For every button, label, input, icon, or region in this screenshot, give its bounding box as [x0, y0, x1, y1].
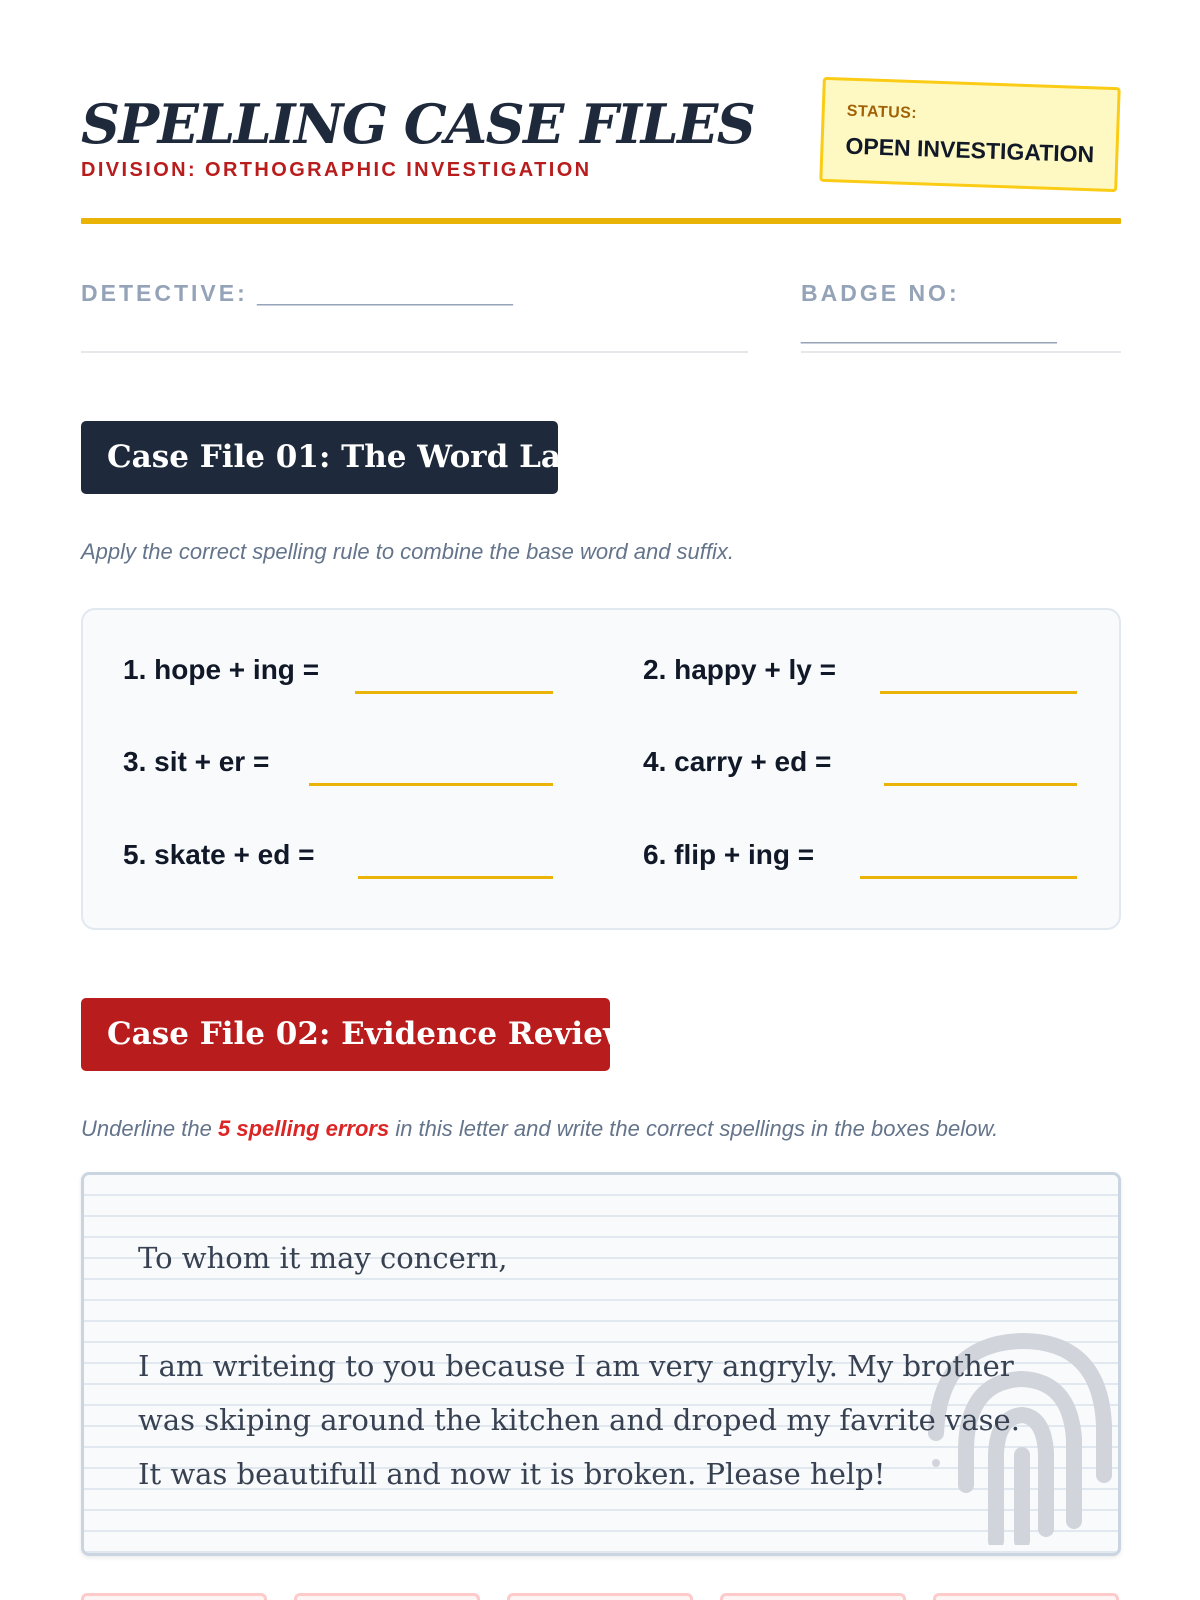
case-file-01-instruction: Apply the correct spelling rule to combine the base word and suffix. — [81, 539, 735, 564]
problem-item — [643, 839, 1077, 879]
letter-text — [138, 1231, 1038, 1501]
answer-line[interactable] — [884, 783, 1077, 786]
problem-text: 1. hope + ing = — [123, 654, 320, 685]
answer-line[interactable] — [309, 783, 553, 786]
problem-text: 2. happy + ly = — [643, 654, 836, 685]
answer-line[interactable] — [355, 691, 553, 694]
case-file-02-instruction — [81, 1116, 998, 1142]
problem-item — [123, 839, 553, 879]
status-label: STATUS: — [846, 102, 918, 123]
badge-blank: ____________________ — [801, 318, 1057, 344]
letter-body: I am writeing to you because I am very angryly. My brother was skiping around the kitchen and droped my favrite vase. It was beautifull and now it is broken. Please help! — [138, 1349, 1020, 1491]
badge-number-field[interactable] — [801, 280, 1121, 353]
detective-label-row — [81, 280, 748, 307]
problem-item — [123, 746, 553, 786]
problem-item — [643, 654, 1077, 694]
problem-text: 3. sit + er = — [123, 746, 270, 777]
problem-item — [643, 746, 1077, 786]
status-value: OPEN INVESTIGATION — [845, 132, 1095, 168]
detective-blank: ____________________ — [257, 280, 513, 306]
evidence-letter — [81, 1172, 1121, 1556]
answer-line[interactable] — [358, 876, 553, 879]
problem-item — [123, 654, 553, 694]
status-stamp — [819, 77, 1120, 192]
division-subtitle: DIVISION: ORTHOGRAPHIC INVESTIGATION — [81, 159, 592, 181]
answer-line[interactable] — [880, 691, 1077, 694]
answer-box[interactable] — [294, 1593, 480, 1600]
page-title: SPELLING CASE FILES — [81, 92, 755, 156]
badge-label: BADGE NO: — [801, 280, 960, 306]
instruction-highlight: 5 spelling errors — [218, 1116, 390, 1141]
problem-text: 4. carry + ed = — [643, 746, 832, 777]
case-file-01-heading: Case File 01: The Word Lab — [81, 421, 558, 494]
problem-text: 5. skate + ed = — [123, 839, 315, 870]
worksheet-page — [81, 0, 1121, 1600]
answer-box[interactable] — [933, 1593, 1119, 1600]
answer-box[interactable] — [720, 1593, 906, 1600]
letter-greeting: To whom it may concern, — [138, 1241, 508, 1275]
answer-box[interactable] — [507, 1593, 693, 1600]
answer-box[interactable] — [81, 1593, 267, 1600]
instruction-after: in this letter and write the correct spellings in the boxes below. — [395, 1116, 999, 1141]
header-divider — [81, 218, 1121, 224]
detective-label: DETECTIVE: — [81, 280, 248, 306]
problem-text: 6. flip + ing = — [643, 839, 815, 870]
detective-field[interactable] — [81, 280, 748, 353]
instruction-before: Underline the — [81, 1116, 212, 1141]
answer-line[interactable] — [860, 876, 1077, 879]
case-file-02-heading: Case File 02: Evidence Review — [81, 998, 610, 1071]
word-lab-box — [81, 608, 1121, 930]
